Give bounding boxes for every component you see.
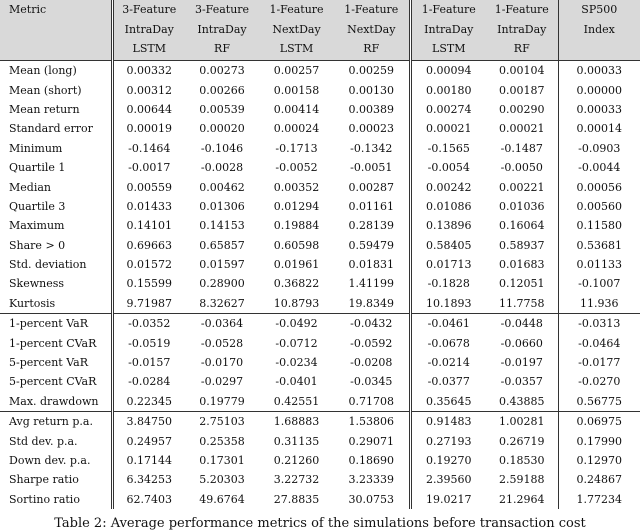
- metric-value: 1.00281: [486, 412, 558, 432]
- metric-value: 0.00266: [199, 83, 245, 97]
- metric-value: -0.0054: [427, 161, 470, 175]
- metric-value: -0.1565: [427, 141, 470, 155]
- metric-value: 0.00273: [185, 61, 259, 81]
- header-row: [0, 0, 640, 61]
- metric-value: 0.00560: [558, 197, 640, 216]
- header-column-2: [185, 0, 259, 61]
- header-line: LSTM: [132, 42, 166, 55]
- metric-value: 0.00414: [273, 102, 320, 116]
- metric-value: 0.42551: [273, 394, 320, 408]
- metric-value: -0.0464: [558, 333, 640, 352]
- metric-value: -0.0214: [427, 356, 470, 370]
- header-line: IntraDay: [424, 22, 474, 36]
- metric-value: -0.0017: [128, 161, 171, 175]
- metric-value: 1.53806: [334, 412, 410, 432]
- metric-value: 11.936: [558, 294, 640, 314]
- metric-value: 0.11580: [558, 216, 640, 235]
- metric-value: 1.41199: [334, 274, 410, 293]
- metric-value: 0.12970: [558, 451, 640, 470]
- header-line: [559, 39, 640, 59]
- table-row: [0, 451, 640, 470]
- metric-value: -0.0234: [275, 356, 318, 370]
- metric-value: 0.24867: [558, 470, 640, 489]
- header-metric: Metric: [0, 0, 112, 61]
- metric-name: Sharpe ratio: [0, 470, 112, 489]
- metric-name: 1-percent CVaR: [0, 333, 112, 352]
- metric-value: 1.68883: [259, 412, 334, 432]
- metric-value: 0.28139: [334, 216, 410, 235]
- metric-value: 0.00000: [558, 80, 640, 99]
- metric-value: 0.15599: [126, 277, 172, 291]
- metric-value: 0.00312: [126, 83, 172, 97]
- metric-name: Skewness: [0, 274, 112, 293]
- table-row: [0, 197, 640, 216]
- metric-value: -0.0401: [275, 375, 318, 389]
- metric-value: -0.0461: [410, 314, 486, 334]
- table-row: [0, 333, 640, 352]
- metric-value: 27.8835: [273, 492, 320, 506]
- metric-value: 0.00559: [126, 180, 172, 194]
- metric-value: 0.31135: [273, 434, 320, 448]
- metric-value: -0.0313: [558, 314, 640, 334]
- metric-value: 0.58937: [499, 238, 545, 252]
- metric-value: 0.00014: [558, 119, 640, 138]
- metric-name: Std. deviation: [0, 255, 112, 274]
- table-row: [0, 177, 640, 196]
- metric-value: -0.0528: [200, 336, 244, 350]
- metric-value: 0.01433: [126, 199, 172, 213]
- metric-value: 0.35645: [426, 394, 472, 408]
- metric-value: -0.0050: [500, 161, 543, 175]
- header-column-4: [334, 0, 410, 61]
- metric-value: -0.0345: [334, 372, 410, 391]
- metric-value: -0.0177: [558, 353, 640, 372]
- metric-value: -0.0364: [185, 314, 259, 334]
- metric-value: 0.13896: [426, 219, 472, 233]
- header-column-7: [558, 0, 640, 61]
- metric-value: 0.18530: [499, 454, 545, 467]
- metric-value: -0.0052: [275, 161, 318, 175]
- metric-value: 0.01161: [334, 197, 410, 216]
- metric-name: Standard error: [0, 119, 112, 138]
- metric-value: 0.29071: [334, 431, 410, 450]
- metric-value: 0.00130: [334, 80, 410, 99]
- metric-name: Share > 0: [0, 236, 112, 255]
- metric-value: 0.25358: [199, 434, 245, 448]
- metric-value: 0.71708: [334, 392, 410, 412]
- metric-value: 0.19779: [199, 394, 245, 408]
- metric-value: 0.00021: [499, 122, 545, 136]
- metric-name: Std dev. p.a.: [0, 431, 112, 450]
- table-row: [0, 100, 640, 119]
- metric-value: 0.91483: [410, 412, 486, 432]
- table-row: [0, 61, 640, 81]
- metric-value: 3.23339: [334, 470, 410, 489]
- metric-value: -0.0352: [112, 314, 185, 334]
- metric-value: -0.1046: [200, 141, 244, 155]
- table-row: [0, 372, 640, 391]
- metric-name: 5-percent CVaR: [0, 372, 112, 391]
- metric-value: 0.00104: [486, 61, 558, 81]
- table-row: [0, 490, 640, 509]
- header-line: RF: [214, 42, 230, 55]
- metric-value: 0.19884: [273, 219, 320, 233]
- table-body: [0, 61, 640, 509]
- metric-value: 0.17144: [126, 454, 172, 467]
- table-row: [0, 353, 640, 372]
- metric-value: 5.20303: [199, 473, 245, 487]
- metric-value: 0.00352: [273, 180, 320, 194]
- metric-value: 49.6764: [199, 492, 245, 506]
- metric-value: 0.01683: [499, 258, 545, 272]
- metric-value: 0.00094: [410, 61, 486, 81]
- header-line: RF: [513, 42, 530, 55]
- metric-value: -0.0592: [334, 333, 410, 352]
- header-line: LSTM: [432, 42, 466, 55]
- metric-value: 62.7403: [126, 492, 172, 506]
- metric-value: -0.1828: [427, 277, 470, 291]
- header-column-3: [259, 0, 334, 61]
- metric-value: 0.00462: [199, 180, 245, 194]
- metric-value: 8.32627: [199, 296, 245, 310]
- metric-value: 0.01831: [334, 255, 410, 274]
- metric-value: 0.58405: [426, 238, 472, 252]
- metric-value: 2.59188: [499, 473, 545, 487]
- metric-value: 0.00332: [112, 61, 185, 81]
- metric-name: 1-percent VaR: [0, 314, 112, 334]
- metric-value: 3.22732: [273, 473, 320, 487]
- metric-value: 0.01572: [126, 258, 172, 272]
- metric-value: 0.18690: [334, 451, 410, 470]
- metric-value: -0.1464: [128, 141, 171, 155]
- metric-value: -0.0028: [200, 161, 244, 175]
- metric-value: -0.0432: [334, 314, 410, 334]
- metric-value: -0.1487: [500, 141, 543, 155]
- metric-value: 0.00539: [199, 102, 245, 116]
- metric-value: 0.00242: [426, 180, 472, 194]
- metric-value: -0.0284: [128, 375, 171, 389]
- metric-value: 0.00259: [334, 61, 410, 81]
- header-line: 3-Feature: [122, 3, 177, 16]
- metric-value: 0.16064: [499, 219, 545, 233]
- metric-value: 0.06975: [558, 412, 640, 432]
- header-column-6: [486, 0, 558, 61]
- metric-value: -0.0197: [500, 356, 543, 370]
- metric-value: 0.00644: [126, 102, 172, 116]
- table-row: [0, 412, 640, 432]
- table-row: [0, 158, 640, 177]
- table-row: [0, 236, 640, 255]
- metric-name: Max. drawdown: [0, 392, 112, 412]
- table-row: [0, 470, 640, 489]
- table-row: [0, 216, 640, 235]
- metric-value: -0.1007: [558, 274, 640, 293]
- metric-value: -0.0377: [427, 375, 470, 389]
- metric-value: 0.00187: [499, 83, 545, 97]
- metric-name: 5-percent VaR: [0, 353, 112, 372]
- metric-value: -0.0357: [500, 375, 543, 389]
- metric-value: 0.00290: [499, 102, 545, 116]
- metric-value: 0.01086: [426, 199, 472, 213]
- metric-name: Sortino ratio: [0, 490, 112, 509]
- metric-name: Down dev. p.a.: [0, 451, 112, 470]
- metric-value: 10.8793: [273, 296, 320, 310]
- table-row: [0, 392, 640, 412]
- table-row: [0, 294, 640, 314]
- metric-value: 0.00021: [426, 122, 472, 136]
- table-header: [0, 0, 640, 61]
- metric-value: 1.77234: [558, 490, 640, 509]
- metric-value: -0.0678: [427, 336, 470, 350]
- metric-value: -0.0448: [486, 314, 558, 334]
- metric-name: Maximum: [0, 216, 112, 235]
- metric-value: 0.56775: [558, 392, 640, 412]
- metric-value: 6.34253: [126, 473, 172, 487]
- table-row: [0, 255, 640, 274]
- header-line: LSTM: [279, 42, 314, 55]
- header-line: RF: [363, 42, 380, 55]
- table-row: [0, 119, 640, 138]
- table-row: [0, 314, 640, 334]
- metric-value: 0.00158: [273, 83, 320, 97]
- metric-name: Kurtosis: [0, 294, 112, 314]
- metric-value: -0.1342: [334, 139, 410, 158]
- metric-name: Avg return p.a.: [0, 412, 112, 432]
- metric-value: 0.00257: [259, 61, 334, 81]
- metric-name: Mean (long): [0, 61, 112, 81]
- metric-value: 0.14153: [199, 219, 245, 233]
- metric-value: 21.2964: [499, 492, 545, 506]
- metric-value: 30.0753: [334, 490, 410, 509]
- header-line: 1-Feature: [421, 3, 476, 16]
- metric-value: 0.19270: [426, 454, 472, 467]
- header-column-1: [112, 0, 185, 61]
- header-line: 1-Feature: [269, 3, 324, 16]
- metric-value: -0.0492: [259, 314, 334, 334]
- header-column-5: [410, 0, 486, 61]
- metric-value: -0.1713: [275, 141, 318, 155]
- metric-value: 0.01133: [558, 255, 640, 274]
- metric-value: 0.01036: [499, 199, 545, 213]
- table-row: [0, 431, 640, 450]
- header-line: 1-Feature: [494, 3, 549, 16]
- metric-value: 0.01294: [273, 199, 320, 213]
- metric-value: 0.00274: [426, 102, 472, 116]
- metric-value: -0.0170: [200, 356, 244, 370]
- metric-value: 0.00019: [126, 122, 172, 136]
- metric-value: 0.43885: [499, 394, 545, 408]
- table-row: [0, 80, 640, 99]
- metric-name: Mean (short): [0, 80, 112, 99]
- metric-value: -0.0660: [500, 336, 543, 350]
- metric-value: 0.28900: [199, 277, 245, 291]
- metric-value: 0.00024: [273, 122, 320, 136]
- header-line: 1-Feature: [344, 3, 399, 16]
- table-row: [0, 139, 640, 158]
- metric-value: -0.0157: [128, 356, 171, 370]
- metric-value: -0.0712: [275, 336, 318, 350]
- header-line: IntraDay: [197, 22, 247, 36]
- metric-value: 0.53681: [558, 236, 640, 255]
- metric-value: 0.00023: [334, 119, 410, 138]
- metric-value: 0.01597: [199, 258, 245, 272]
- metric-value: 0.14101: [126, 219, 172, 233]
- header-line: IntraDay: [124, 22, 174, 36]
- metric-value: 19.8349: [334, 294, 410, 314]
- metric-value: 0.22345: [126, 394, 172, 408]
- metric-value: -0.0051: [334, 158, 410, 177]
- metric-value: 0.00287: [334, 177, 410, 196]
- metric-value: 0.24957: [126, 434, 172, 448]
- metric-value: 0.69663: [126, 238, 172, 252]
- metric-value: 0.26719: [499, 434, 545, 448]
- metric-value: 0.00221: [499, 180, 545, 194]
- metric-value: 0.27193: [426, 434, 472, 448]
- metric-value: 0.00033: [558, 61, 640, 81]
- metric-value: -0.0519: [128, 336, 171, 350]
- metric-value: 11.7758: [499, 296, 545, 310]
- metric-value: -0.0903: [558, 139, 640, 158]
- metric-value: -0.0270: [558, 372, 640, 391]
- metric-value: 10.1893: [426, 296, 472, 310]
- metric-name: Quartile 1: [0, 158, 112, 177]
- metric-value: 0.60598: [273, 238, 320, 252]
- table-caption: Table 2: Average performance metrics of the simulations before transaction cost: [54, 516, 586, 531]
- header-line: NextDay: [347, 22, 396, 36]
- metric-value: 2.39560: [426, 473, 472, 487]
- metric-value: 0.00056: [558, 177, 640, 196]
- metric-value: 0.36822: [273, 277, 320, 291]
- metric-value: 0.00180: [426, 83, 472, 97]
- metric-value: 0.00389: [334, 100, 410, 119]
- metric-value: -0.0044: [558, 158, 640, 177]
- metric-value: 2.75103: [185, 412, 259, 432]
- metric-value: 0.17301: [199, 454, 245, 467]
- metric-value: 0.59479: [334, 236, 410, 255]
- metric-name: Mean return: [0, 100, 112, 119]
- header-line: IntraDay: [497, 22, 547, 36]
- header-line: NextDay: [272, 22, 321, 36]
- metric-name: Quartile 3: [0, 197, 112, 216]
- metric-value: 0.00033: [558, 100, 640, 119]
- metric-value: 0.00020: [199, 122, 245, 136]
- metric-value: 9.71987: [126, 296, 172, 310]
- header-line: SP500: [581, 3, 618, 16]
- metric-value: -0.0208: [334, 353, 410, 372]
- metric-value: 0.21260: [273, 454, 320, 467]
- header-line: Index: [583, 22, 615, 36]
- metric-value: 0.01306: [199, 199, 245, 213]
- table-row: [0, 274, 640, 293]
- metric-value: 3.84750: [112, 412, 185, 432]
- metric-name: Median: [0, 177, 112, 196]
- metric-value: 0.65857: [199, 238, 245, 252]
- metric-value: 0.01713: [426, 258, 472, 272]
- metric-name: Minimum: [0, 139, 112, 158]
- metric-value: 0.12051: [499, 277, 545, 291]
- metric-value: -0.0297: [200, 375, 244, 389]
- metric-value: 0.17990: [558, 431, 640, 450]
- header-line: 3-Feature: [194, 3, 250, 16]
- metric-value: 0.01961: [273, 258, 320, 272]
- metric-value: 19.0217: [426, 492, 472, 506]
